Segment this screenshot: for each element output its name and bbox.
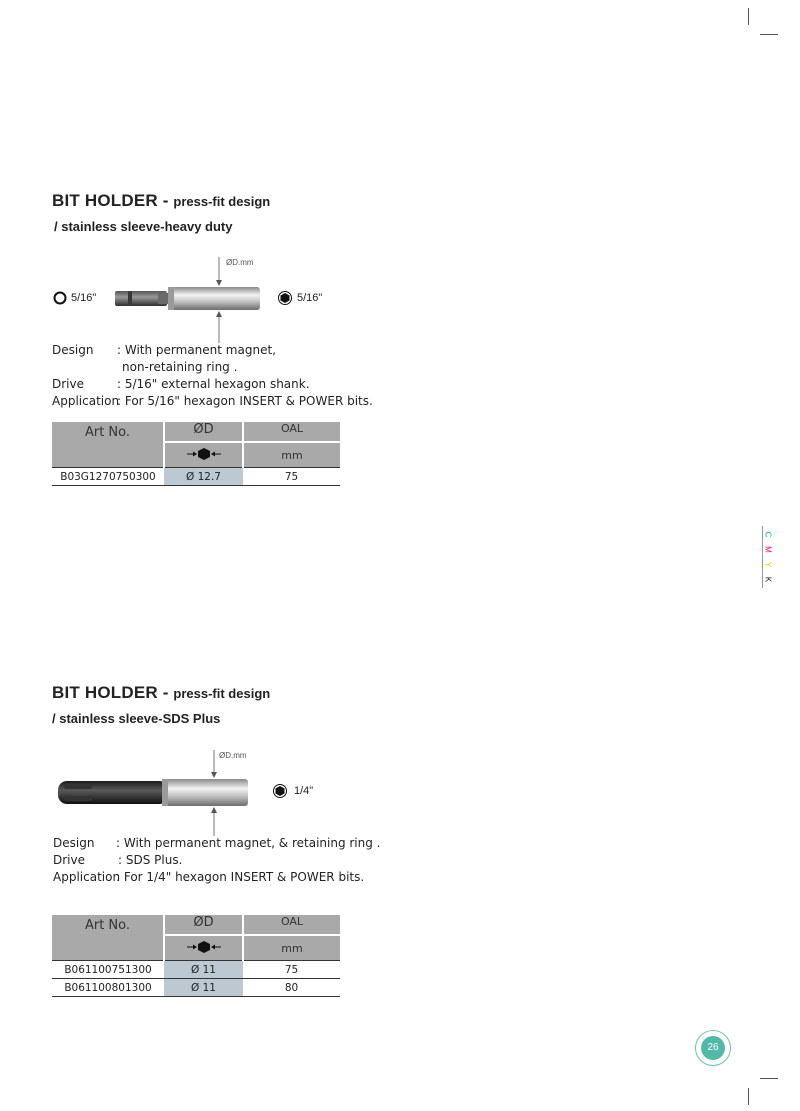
od-cell: Ø 11 bbox=[164, 979, 243, 997]
header-oal: OAL bbox=[243, 422, 340, 442]
oal-cell: 75 bbox=[243, 961, 340, 979]
od-cell: Ø 11 bbox=[164, 961, 243, 979]
spec-key: Application bbox=[52, 394, 120, 408]
product-2-dim-label: ØD.mm bbox=[219, 751, 247, 760]
product-1-title-main: BIT HOLDER - bbox=[52, 191, 169, 210]
art-no-cell: B061100801300 bbox=[52, 979, 164, 997]
header-art-no: Art No. bbox=[52, 422, 164, 468]
table-row bbox=[52, 468, 340, 486]
spec-value: : SDS Plus. bbox=[118, 853, 183, 867]
product-1-illustration bbox=[50, 255, 350, 345]
cmyk-y: Y bbox=[763, 561, 773, 568]
product-1-title bbox=[52, 191, 270, 211]
header-unit: mm bbox=[243, 935, 340, 961]
product-2-subtitle: / stainless sleeve-SDS Plus bbox=[52, 711, 221, 726]
spec-value: : 5/16" external hexagon shank. bbox=[117, 377, 310, 391]
product-2-title-design: press-fit design bbox=[173, 686, 271, 701]
header-oal: OAL bbox=[243, 915, 340, 935]
product-1-title-design: press-fit design bbox=[173, 194, 271, 209]
product-2-title bbox=[52, 683, 270, 703]
oal-cell: 75 bbox=[243, 468, 340, 486]
table-row bbox=[52, 961, 340, 979]
product-2-table bbox=[52, 915, 340, 997]
spec-value: : With permanent magnet, & retaining ring . bbox=[116, 836, 381, 850]
spec-key: Application bbox=[53, 870, 121, 884]
cmyk-marks bbox=[764, 527, 772, 587]
header-art-no: Art No. bbox=[52, 915, 164, 961]
product-2-illustration bbox=[50, 748, 300, 838]
product-2-right-size-label: 1/4" bbox=[294, 785, 314, 797]
spec-key: Drive bbox=[52, 377, 84, 391]
product-1-dim-label: ØD.mm bbox=[226, 258, 254, 267]
header-unit: mm bbox=[243, 442, 340, 468]
page-number-badge bbox=[695, 1030, 731, 1066]
crop-mark-top bbox=[748, 8, 749, 25]
product-1-right-size-label: 5/16" bbox=[297, 292, 323, 304]
spec-value: : For 5/16" hexagon INSERT & POWER bits. bbox=[117, 394, 373, 408]
hex-diameter-icon bbox=[164, 935, 243, 961]
od-cell: Ø 12.7 bbox=[164, 468, 243, 486]
oal-cell: 80 bbox=[243, 979, 340, 997]
cmyk-c: C bbox=[763, 531, 773, 538]
hex-diameter-icon bbox=[164, 442, 243, 468]
spec-key: Design bbox=[53, 836, 95, 850]
art-no-cell: B061100751300 bbox=[52, 961, 164, 979]
round-shank-icon bbox=[55, 293, 66, 304]
spec-value: : For 1/4" hexagon INSERT & POWER bits. bbox=[116, 870, 365, 884]
spec-value: : With permanent magnet, bbox=[117, 343, 276, 357]
art-no-cell: B03G1270750300 bbox=[52, 468, 164, 486]
table-row bbox=[52, 979, 340, 997]
cmyk-m: M bbox=[763, 546, 773, 553]
product-1-subtitle: / stainless sleeve-heavy duty bbox=[54, 219, 233, 234]
crop-mark-top-h bbox=[760, 34, 778, 35]
crop-mark-bottom bbox=[748, 1088, 749, 1105]
product-1-left-size-label: 5/16" bbox=[71, 292, 97, 304]
cmyk-k: K bbox=[763, 576, 773, 583]
spec-key: Drive bbox=[53, 853, 85, 867]
crop-mark-bottom-h bbox=[760, 1078, 778, 1079]
product-2-title-main: BIT HOLDER - bbox=[52, 683, 169, 702]
header-od: ØD bbox=[164, 422, 243, 442]
page-number: 26 bbox=[701, 1036, 725, 1060]
header-od: ØD bbox=[164, 915, 243, 935]
spec-key: Design bbox=[52, 343, 94, 357]
spec-value: non-retaining ring . bbox=[122, 360, 238, 374]
product-1-table bbox=[52, 422, 340, 486]
